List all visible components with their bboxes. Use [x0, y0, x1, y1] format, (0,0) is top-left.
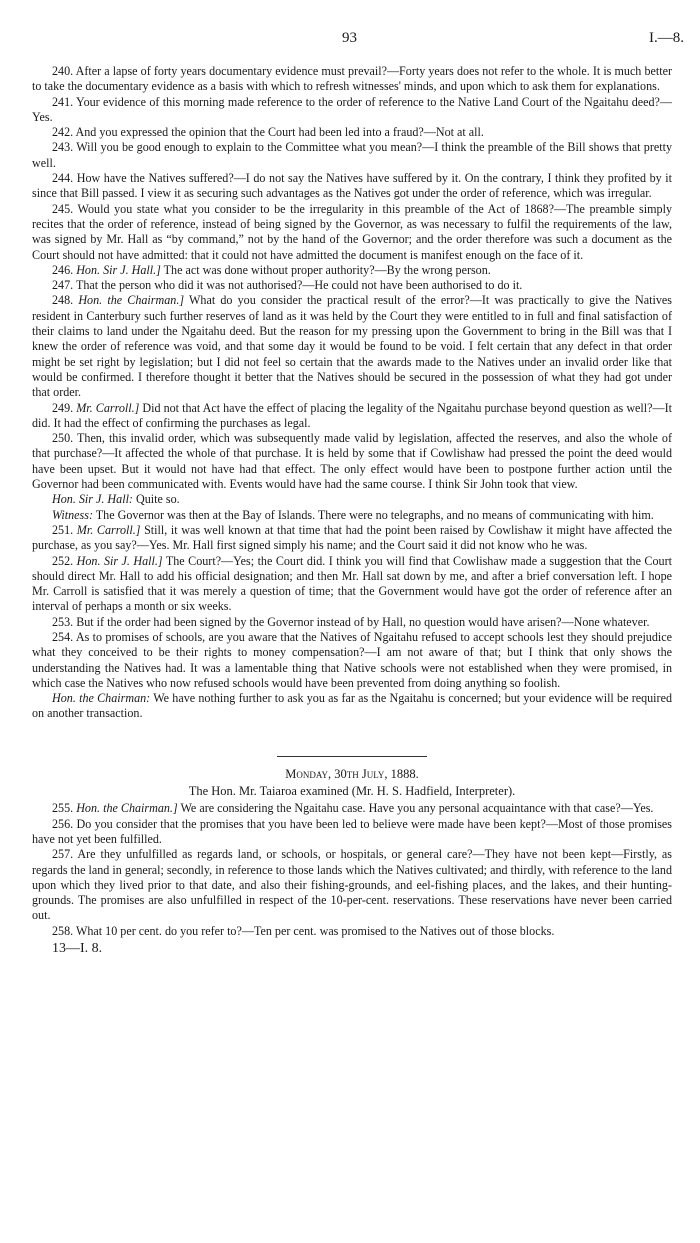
section-gap — [32, 722, 672, 756]
paragraph-248: 248. Hon. the Chairman.] What do you consider the practical result of the error?—It was practically to give the Natives resident in Canterbury such further reserves of land as it was held by the Court they were entitled to in full and final satisfaction of their claims to land under the Ngaitahu deed. But the reason for my pressing upon the Government to bring in the Bill was that I knew the order of reference was void, and that some day it would be found to be void. I felt certain that any defect in that order might be set right by legislation; but I did not feel so certain that the awards made to the Natives under an invalid order like that would be confirmed. I therefore thought it better that the Natives should be secured in the possession of what they had got under that order. — [32, 293, 672, 400]
speaker: Mr. Carroll.] — [76, 522, 141, 537]
remark-witness: Witness: The Governor was then at the Bay of Islands. There were no telegraphs, and no means of communicating with him. — [52, 507, 654, 522]
paragraph-242: 242. And you expressed the opinion that the Court had been led into a fraud?—Not at all. — [52, 125, 484, 140]
paragraph-240: 240. After a lapse of forty years documentary evidence must prevail?—Forty years does not refer to the whole. It is much better to take the documentary evidence as a basis with which to refresh witnesses' minds, and upon which to ask them for explanations. — [32, 64, 672, 94]
speaker: Hon. the Chairman.] — [76, 801, 178, 816]
paragraph-257: 257. Are they unfulfilled as regards land, or schools, or hospitals, or general care?—They have not been kept—Firstly, as regards the land in general; secondly, in reference to those lands which the Natives cultivated; and thirdly, with reference to the land upon which they lived prior to that date, and also their fishing-grounds, and eel-fishing places, and the lakes, and their hunting-grounds. The promises are also unfulfilled in respect of the 10-per-cent. reservations. These reservations have never been carried out. — [32, 847, 672, 923]
paragraph-250: 250. Then, this invalid order, which was subsequently made valid by legislation, affected the reserves, and also the whole of that purchase?—It affected the whole of that purchase. It is held by some that if Cowlishaw had pressed the point the deed would have been upset. But it would not have had that effect. The only effect would have been to postpone further action until the Governor had been communicated with. Events would have had the same course. I think Sir John took that view. — [32, 431, 672, 492]
section-divider — [277, 756, 427, 757]
remark-chairman: Hon. the Chairman: We have nothing further to ask you as far as the Ngaitahu is concerned; but your evidence will be required on another transaction. — [32, 691, 672, 721]
signature-mark: 13—I. 8. — [52, 941, 103, 957]
paragraph-254: 254. As to promises of schools, are you aware that the Natives of Ngaitahu refused to accept schools lest they should prejudice what they conceived to be their rights to money compensation?—I am not aware of that; but I think that only shows the understanding the Natives had. It was a lamentable thing that Native schools were not established when they were promised, in which case the Natives who now refused schools would have been prevented from doing anything so foolish. — [32, 629, 672, 690]
session-date: Monday, 30th July, 1888. — [285, 766, 419, 781]
paragraph-247: 247. That the person who did it was not authorised?—He could not have been authorised to do it. — [52, 278, 523, 293]
evidence-body — [32, 64, 672, 956]
document-reference: I.—8. — [649, 30, 684, 46]
speaker: Witness: — [52, 507, 93, 522]
paragraph-256: 256. Do you consider that the promises that you have been led to believe were made have been kept?—Most of those promises have not yet been fulfilled. — [32, 816, 672, 846]
paragraph-244: 244. How have the Natives suffered?—I do not say the Natives have suffered by it. On the contrary, I think they profited by it since that Bill passed. I view it as securing such advantages as the Natives got under the order of reference, which was irregular. — [32, 171, 672, 201]
paragraph-252: 252. Hon. Sir J. Hall.] The Court?—Yes; the Court did. I think you will find that Cowlishaw made a suggestion that the Court should direct Mr. Hall to add his official designation; and then Mr. Hall sat down by me, and after a brief conversation left. I hope Mr. Carroll is satisfied that it was merely a question of time; that the Government would have got the order of reference after an interval of perhaps a month or six weeks. — [32, 553, 672, 614]
paragraph-249: 249. Mr. Carroll.] Did not that Act have the effect of placing the legality of the Ngaitahu purchase beyond question as well?—It did. It had the effect of confirming the purchases as legal. — [32, 400, 672, 430]
speaker: Hon. Sir J. Hall: — [52, 492, 133, 507]
paragraph-246: 246. Hon. Sir J. Hall.] The act was done without proper authority?—By the wrong person. — [52, 262, 491, 277]
page-number: 93 — [342, 30, 357, 46]
paragraph-253: 253. But if the order had been signed by the Governor instead of by Hall, no question would have arisen?—None whatever. — [52, 614, 650, 629]
paragraph-251: 251. Mr. Carroll.] Still, it was well known at that time that had the point been raised by Cowlishaw it might have affected the purchase, as you say?—Yes. Mr. Hall first signed simply his name; and the Court said it did not know who he was. — [32, 522, 672, 553]
paragraph-255: 255. Hon. the Chairman.] We are considering the Ngaitahu case. Have you any personal acquaintance with that case?—Yes. — [52, 801, 654, 816]
speaker: Hon. Sir J. Hall.] — [76, 262, 161, 277]
remark-hall: Hon. Sir J. Hall: Quite so. — [52, 492, 180, 507]
paragraph-243: 243. Will you be good enough to explain to the Committee what you mean?—I think the preamble of the Bill shows that pretty well. — [32, 140, 672, 170]
speaker: Mr. Carroll.] — [76, 400, 140, 415]
speaker: Hon. Sir J. Hall.] — [76, 553, 163, 568]
paragraph-245: 245. Would you state what you consider to be the irregularity in this preamble of the Act of 1868?—The preamble simply recites that the order of reference, instead of being signed by the Governor, as was necessary to fulfil the requirements of the law, was signed by Mr. Hall as “by command,” not by the hand of the Governor; and the order therefore was such a document as the Court should not have admitted: that it could not have admitted the document is manifest enough on the face of it. — [32, 201, 672, 262]
examination-heading: The Hon. Mr. Taiaroa examined (Mr. H. S. Hadfield, Interpreter). — [188, 784, 516, 799]
speaker: Hon. the Chairman.] — [78, 293, 185, 308]
paragraph-241: 241. Your evidence of this morning made reference to the order of reference to the Native Land Court of the Ngaitahu deed?—Yes. — [32, 94, 672, 124]
speaker: Hon. the Chairman: — [52, 691, 151, 706]
paragraph-258: 258. What 10 per cent. do you refer to?—Ten per cent. was promised to the Natives out of those blocks. — [52, 923, 555, 938]
